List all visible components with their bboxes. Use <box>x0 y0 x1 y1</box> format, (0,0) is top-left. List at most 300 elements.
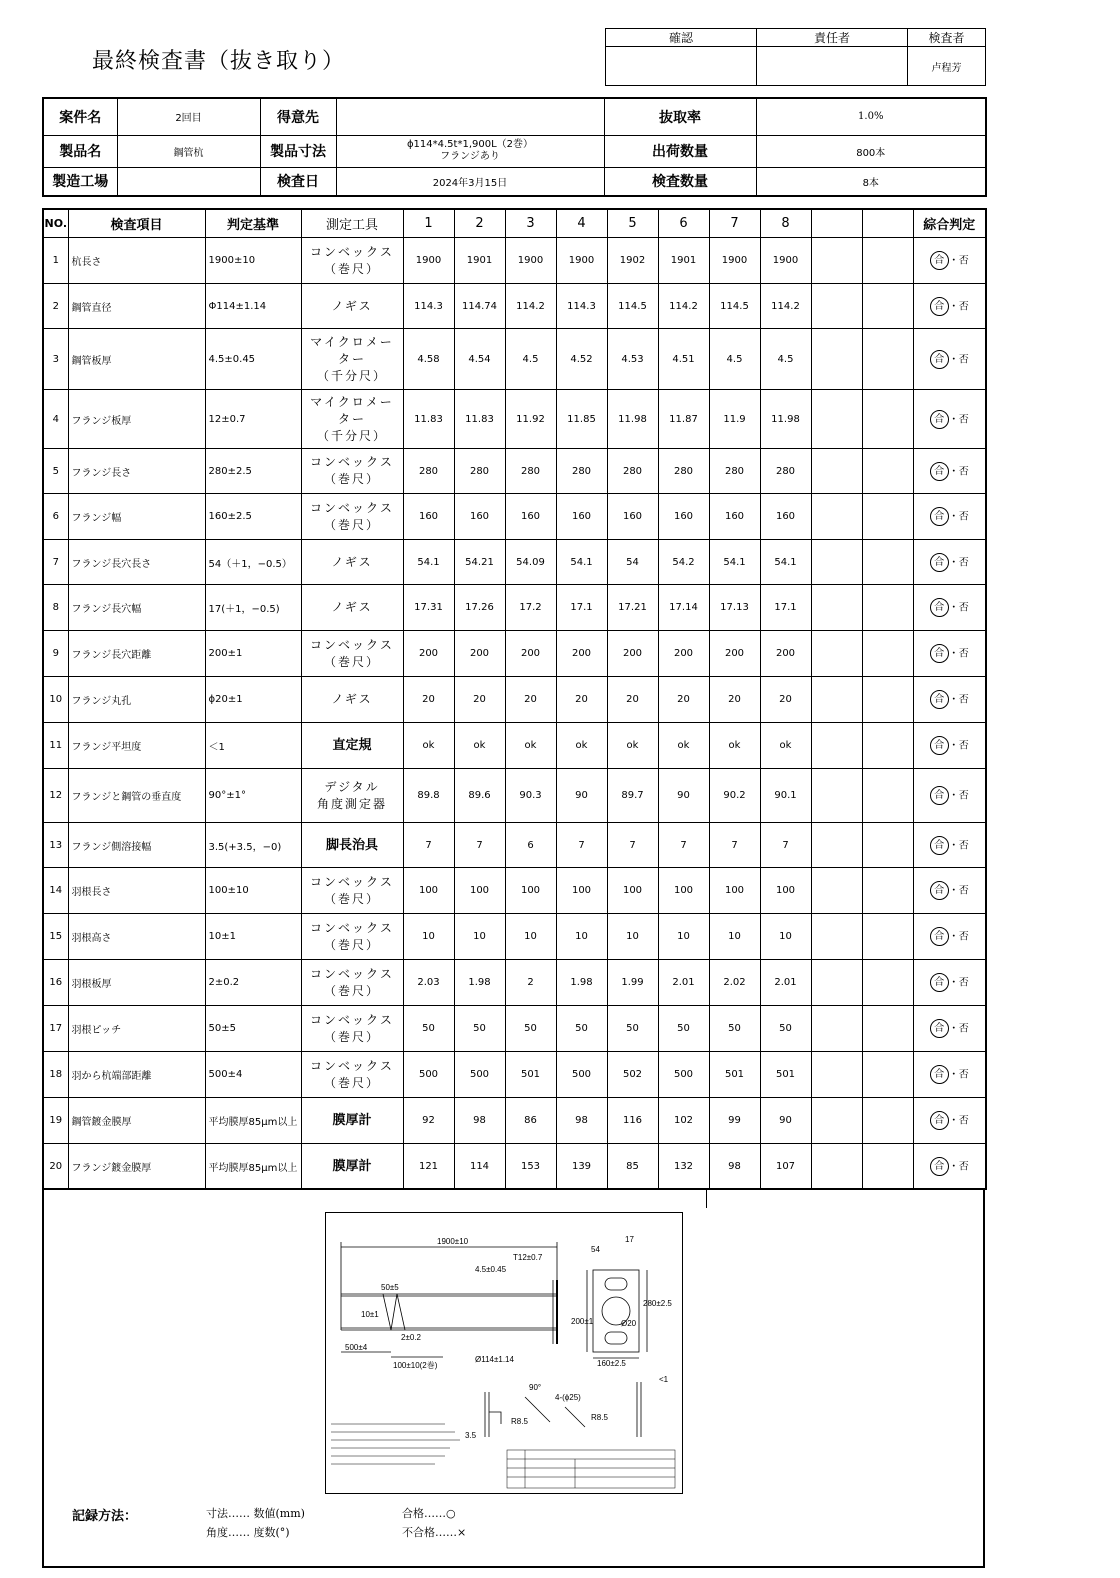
row-no: 19 <box>43 1098 68 1144</box>
table-row <box>43 868 986 914</box>
row-value: 100 <box>760 868 811 914</box>
row-value: 50 <box>505 1006 556 1052</box>
row-value: 139 <box>556 1144 607 1190</box>
row-value: 160 <box>454 494 505 540</box>
row-criteria: ＜1 <box>205 723 301 769</box>
row-tool-line: 膜厚計 <box>332 1113 372 1128</box>
row-criteria: 4.5±0.45 <box>205 329 301 390</box>
row-value: 200 <box>607 631 658 677</box>
row-criteria: 平均膜厚85μm以上 <box>205 1098 301 1144</box>
dim-length: 1900±10 <box>437 1237 469 1246</box>
row-value: 10 <box>556 914 607 960</box>
row-judge <box>913 1098 986 1144</box>
row-value: 114.3 <box>556 284 607 329</box>
row-value: 4.52 <box>556 329 607 390</box>
row-judge <box>913 585 986 631</box>
row-tool-line: 角度測定器 <box>316 796 387 811</box>
row-empty <box>811 823 862 868</box>
customer-value <box>336 98 604 135</box>
approval-manager-stamp <box>757 47 908 86</box>
row-tool-line: ター <box>337 411 366 426</box>
row-empty <box>811 868 862 914</box>
row-judge <box>913 390 986 449</box>
pass-circle-icon: 合 <box>930 1111 949 1130</box>
row-tool <box>301 238 403 284</box>
row-value: 1.99 <box>607 960 658 1006</box>
row-value: 500 <box>658 1052 709 1098</box>
row-value: 54.1 <box>556 540 607 585</box>
row-tool-line: ノギス <box>331 600 373 614</box>
row-criteria: 200±1 <box>205 631 301 677</box>
rate-value: 1.0% <box>756 98 986 135</box>
row-tool <box>301 449 403 494</box>
product-value: 鋼管杭 <box>117 135 260 167</box>
fail-label: ・否 <box>948 740 969 752</box>
header-col-2: 2 <box>454 209 505 238</box>
header-col-6: 6 <box>658 209 709 238</box>
row-value: 1900 <box>505 238 556 284</box>
row-item: 杭長さ <box>68 238 205 284</box>
row-value: ok <box>505 723 556 769</box>
row-value: 1901 <box>658 238 709 284</box>
row-judge <box>913 329 986 390</box>
row-tool <box>301 631 403 677</box>
row-tool-line: マイクロメー <box>310 334 394 349</box>
row-tool-line: コンベックス <box>310 637 394 652</box>
fail-label: ・否 <box>948 694 969 706</box>
row-value: 90.3 <box>505 769 556 823</box>
row-no: 9 <box>43 631 68 677</box>
row-item: 鋼管鍍金膜厚 <box>68 1098 205 1144</box>
row-criteria: 100±10 <box>205 868 301 914</box>
row-value: 160 <box>505 494 556 540</box>
row-empty <box>811 769 862 823</box>
fail-label: ・否 <box>948 354 969 365</box>
row-value: 1900 <box>760 238 811 284</box>
row-tool-line: コンベックス <box>310 1058 394 1073</box>
factory-label: 製造工場 <box>43 167 117 196</box>
ship-value: 800本 <box>756 135 986 167</box>
row-tool-line: ノギス <box>331 692 373 706</box>
row-criteria: 90°±1° <box>205 769 301 823</box>
table-row <box>43 329 986 390</box>
row-empty <box>811 449 862 494</box>
header-tool: 測定工具 <box>301 209 403 238</box>
row-value: 54.1 <box>709 540 760 585</box>
row-value: 20 <box>454 677 505 723</box>
row-item: フランジ長穴幅 <box>68 585 205 631</box>
row-value: 11.83 <box>454 390 505 449</box>
row-value: 121 <box>403 1144 454 1190</box>
row-value: 2.03 <box>403 960 454 1006</box>
case-label: 案件名 <box>43 98 117 135</box>
row-value: 500 <box>454 1052 505 1098</box>
dim-n4: 4-(ϕ25) <box>555 1393 581 1402</box>
row-item: 羽根高さ <box>68 914 205 960</box>
row-no: 1 <box>43 238 68 284</box>
row-value: 90 <box>760 1098 811 1144</box>
row-tool <box>301 585 403 631</box>
row-value: 10 <box>607 914 658 960</box>
row-criteria: ϕ20±1 <box>205 677 301 723</box>
row-value: 20 <box>403 677 454 723</box>
row-value: 50 <box>709 1006 760 1052</box>
row-empty <box>862 960 913 1006</box>
row-tool <box>301 284 403 329</box>
row-tool <box>301 494 403 540</box>
row-value: 280 <box>709 449 760 494</box>
row-item: 羽根ピッチ <box>68 1006 205 1052</box>
row-judge <box>913 677 986 723</box>
row-no: 2 <box>43 284 68 329</box>
row-tool-line: コンベックス <box>310 920 394 935</box>
row-judge <box>913 914 986 960</box>
row-value: 11.83 <box>403 390 454 449</box>
header-col-4: 4 <box>556 209 607 238</box>
row-empty <box>862 585 913 631</box>
row-value: 90 <box>658 769 709 823</box>
row-no: 4 <box>43 390 68 449</box>
row-no: 18 <box>43 1052 68 1098</box>
header-col-1: 1 <box>403 209 454 238</box>
row-tool <box>301 677 403 723</box>
row-value: 153 <box>505 1144 556 1190</box>
row-judge <box>913 960 986 1006</box>
row-value: 17.1 <box>556 585 607 631</box>
row-item: フランジ幅 <box>68 494 205 540</box>
pass-circle-icon: 合 <box>930 644 949 663</box>
dim-end-dist: 500±4 <box>345 1343 368 1352</box>
header-col-8: 8 <box>760 209 811 238</box>
approval-header-inspector: 検査者 <box>908 29 986 47</box>
fail-label: ・否 <box>948 466 969 477</box>
row-empty <box>811 1144 862 1190</box>
row-value: 20 <box>760 677 811 723</box>
size-value-line1: ϕ114*4.5t*1,900L（2巻） <box>406 139 534 150</box>
table-row <box>43 1098 986 1144</box>
row-judge <box>913 238 986 284</box>
row-empty <box>862 1144 913 1190</box>
row-value: 200 <box>403 631 454 677</box>
approval-header-confirm: 確認 <box>606 29 757 47</box>
row-value: 200 <box>760 631 811 677</box>
row-tool-line: コンベックス <box>310 455 394 469</box>
technical-drawing <box>325 1212 683 1494</box>
dim-slot-dist: 200±1 <box>571 1317 594 1326</box>
row-value: 502 <box>607 1052 658 1098</box>
row-criteria: 12±0.7 <box>205 390 301 449</box>
row-value: 10 <box>658 914 709 960</box>
row-no: 20 <box>43 1144 68 1190</box>
dim-hole: Ø20 <box>621 1319 637 1328</box>
row-judge <box>913 631 986 677</box>
product-label: 製品名 <box>43 135 117 167</box>
dim-r1: R8.5 <box>511 1417 528 1426</box>
row-no: 15 <box>43 914 68 960</box>
row-criteria: 1900±10 <box>205 238 301 284</box>
row-value: 1902 <box>607 238 658 284</box>
row-tool <box>301 723 403 769</box>
row-value: 1900 <box>403 238 454 284</box>
row-value: 1.98 <box>556 960 607 1006</box>
info-table <box>42 97 987 197</box>
row-tool-line: コンベックス <box>310 1012 394 1027</box>
table-row <box>43 1006 986 1052</box>
row-value: 50 <box>760 1006 811 1052</box>
record-fail: 不合格……× <box>402 1526 467 1539</box>
row-judge <box>913 284 986 329</box>
row-value: 10 <box>403 914 454 960</box>
row-judge <box>913 1052 986 1098</box>
row-item: フランジ丸孔 <box>68 677 205 723</box>
pass-circle-icon: 合 <box>930 350 949 369</box>
fail-label: ・否 <box>948 511 969 523</box>
row-tool-line: （巻尺） <box>323 983 380 998</box>
row-value: 280 <box>658 449 709 494</box>
row-value: 114.2 <box>505 284 556 329</box>
dim-slot-len: 54 <box>591 1245 600 1254</box>
row-empty <box>811 540 862 585</box>
row-tool-line: コンベックス <box>310 874 394 889</box>
row-no: 8 <box>43 585 68 631</box>
row-value: 7 <box>760 823 811 868</box>
row-empty <box>862 631 913 677</box>
table-row <box>43 823 986 868</box>
row-no: 12 <box>43 769 68 823</box>
row-value: 160 <box>709 494 760 540</box>
row-tool <box>301 1144 403 1190</box>
header-col-3: 3 <box>505 209 556 238</box>
row-criteria: 10±1 <box>205 914 301 960</box>
fail-label: ・否 <box>948 790 969 802</box>
row-tool-line: 脚長治具 <box>325 837 378 853</box>
row-value: 100 <box>607 868 658 914</box>
row-value: 20 <box>709 677 760 723</box>
row-value: 11.85 <box>556 390 607 449</box>
row-item: フランジ平坦度 <box>68 723 205 769</box>
row-tool-line: コンベックス <box>310 244 394 259</box>
row-criteria: 500±4 <box>205 1052 301 1098</box>
table-row <box>43 284 986 329</box>
row-value: 160 <box>556 494 607 540</box>
fail-label: ・否 <box>948 931 969 943</box>
row-tool-line: （巻尺） <box>323 1075 380 1090</box>
row-value: 501 <box>709 1052 760 1098</box>
row-value: 11.87 <box>658 390 709 449</box>
dim-weld: 3.5 <box>465 1431 477 1440</box>
row-value: 160 <box>658 494 709 540</box>
row-value: 2.01 <box>760 960 811 1006</box>
table-row <box>43 585 986 631</box>
approval-table <box>605 28 986 86</box>
size-value-line2: フランジあり <box>440 151 500 162</box>
record-pass: 合格……○ <box>402 1507 456 1520</box>
row-no: 3 <box>43 329 68 390</box>
pass-circle-icon: 合 <box>930 1019 949 1038</box>
row-empty <box>811 723 862 769</box>
row-item: 羽根板厚 <box>68 960 205 1006</box>
row-value: 17.13 <box>709 585 760 631</box>
row-empty <box>862 723 913 769</box>
row-judge <box>913 1144 986 1190</box>
row-tool <box>301 914 403 960</box>
row-empty <box>862 329 913 390</box>
row-value: 10 <box>505 914 556 960</box>
table-row <box>43 449 986 494</box>
row-item: 羽根長さ <box>68 868 205 914</box>
fail-label: ・否 <box>948 414 969 425</box>
row-empty <box>811 494 862 540</box>
row-tool <box>301 329 403 390</box>
row-value: 200 <box>454 631 505 677</box>
header-judge: 綜合判定 <box>913 209 986 238</box>
pass-circle-icon: 合 <box>930 1065 949 1084</box>
row-criteria: 3.5(+3.5，−0) <box>205 823 301 868</box>
row-value: 1.98 <box>454 960 505 1006</box>
row-empty <box>862 494 913 540</box>
row-value: ok <box>556 723 607 769</box>
case-value: 2回目 <box>117 98 260 135</box>
approval-inspector-name: 卢程芳 <box>908 47 986 86</box>
page-title: 最終検査書（抜き取り） <box>92 49 346 74</box>
row-item: 鋼管直径 <box>68 284 205 329</box>
row-value: 54.1 <box>760 540 811 585</box>
row-value: 11.98 <box>760 390 811 449</box>
row-value: 200 <box>505 631 556 677</box>
row-value: 17.14 <box>658 585 709 631</box>
dim-flange-t: T12±0.7 <box>513 1253 543 1262</box>
row-item: フランジと鋼管の垂直度 <box>68 769 205 823</box>
row-no: 5 <box>43 449 68 494</box>
row-judge <box>913 540 986 585</box>
row-tool <box>301 1052 403 1098</box>
fail-label: ・否 <box>948 1023 969 1035</box>
row-value: 100 <box>454 868 505 914</box>
inspect-value: 8本 <box>756 167 986 196</box>
row-value: 7 <box>556 823 607 868</box>
row-judge <box>913 449 986 494</box>
row-tool-line: （千分尺） <box>316 428 387 443</box>
customer-label: 得意先 <box>260 98 336 135</box>
row-value: 11.92 <box>505 390 556 449</box>
row-value: 90 <box>556 769 607 823</box>
table-row <box>43 723 986 769</box>
row-value: 160 <box>607 494 658 540</box>
row-value: 89.7 <box>607 769 658 823</box>
row-value: 280 <box>760 449 811 494</box>
table-row <box>43 631 986 677</box>
fail-label: ・否 <box>948 1069 969 1081</box>
dim-wing-t: 2±0.2 <box>401 1333 421 1342</box>
row-value: 4.51 <box>658 329 709 390</box>
row-no: 11 <box>43 723 68 769</box>
row-empty <box>811 284 862 329</box>
fail-label: ・否 <box>948 885 969 897</box>
row-value: 89.8 <box>403 769 454 823</box>
row-value: 2.01 <box>658 960 709 1006</box>
row-item: フランジ長穴距離 <box>68 631 205 677</box>
row-item: 鋼管板厚 <box>68 329 205 390</box>
pass-circle-icon: 合 <box>930 690 949 709</box>
row-value: 20 <box>607 677 658 723</box>
row-tool-line: マイクロメー <box>310 394 394 409</box>
row-value: ok <box>607 723 658 769</box>
row-empty <box>811 238 862 284</box>
row-value: 50 <box>454 1006 505 1052</box>
row-value: 11.9 <box>709 390 760 449</box>
row-value: 7 <box>658 823 709 868</box>
pass-circle-icon: 合 <box>930 251 949 270</box>
row-value: 99 <box>709 1098 760 1144</box>
pass-circle-icon: 合 <box>930 836 949 855</box>
dim-wing-h: 10±1 <box>361 1310 379 1319</box>
fail-label: ・否 <box>948 602 969 614</box>
row-tool-line: （巻尺） <box>323 1029 380 1044</box>
row-value: 98 <box>454 1098 505 1144</box>
row-tool <box>301 390 403 449</box>
table-row <box>43 960 986 1006</box>
row-tool <box>301 1006 403 1052</box>
row-value: ok <box>403 723 454 769</box>
row-value: 4.5 <box>709 329 760 390</box>
inspection-table <box>42 208 987 1190</box>
row-value: 102 <box>658 1098 709 1144</box>
row-tool-line: ター <box>337 351 366 366</box>
row-value: 50 <box>556 1006 607 1052</box>
row-empty <box>862 238 913 284</box>
row-value: ok <box>760 723 811 769</box>
row-empty <box>811 1052 862 1098</box>
fail-label: ・否 <box>948 840 969 851</box>
row-value: 114.5 <box>709 284 760 329</box>
row-value: 4.53 <box>607 329 658 390</box>
row-value: 4.54 <box>454 329 505 390</box>
row-tool <box>301 769 403 823</box>
header-no: NO. <box>43 209 68 238</box>
row-value: 7 <box>709 823 760 868</box>
row-empty <box>862 868 913 914</box>
row-value: ok <box>658 723 709 769</box>
row-tool-line: 直定規 <box>332 738 372 753</box>
row-value: 4.5 <box>505 329 556 390</box>
row-criteria: 50±5 <box>205 1006 301 1052</box>
row-value: 114.3 <box>403 284 454 329</box>
row-value: ok <box>709 723 760 769</box>
size-label: 製品寸法 <box>260 135 336 167</box>
row-empty <box>862 1006 913 1052</box>
row-tool-line: コンベックス <box>310 966 394 981</box>
pass-circle-icon: 合 <box>930 786 949 805</box>
pass-circle-icon: 合 <box>930 410 949 429</box>
row-tool-line: （巻尺） <box>323 937 380 952</box>
header-criteria: 判定基準 <box>205 209 301 238</box>
row-empty <box>862 823 913 868</box>
row-empty <box>862 1098 913 1144</box>
row-value: 54.1 <box>403 540 454 585</box>
row-value: 100 <box>658 868 709 914</box>
pass-circle-icon: 合 <box>930 598 949 617</box>
dim-flange-len: 280±2.5 <box>643 1299 672 1308</box>
pass-circle-icon: 合 <box>930 881 949 900</box>
rate-label: 抜取率 <box>604 98 756 135</box>
dim-flat: <1 <box>659 1375 669 1384</box>
row-tool-line: （巻尺） <box>323 891 380 906</box>
record-label: 記録方法： <box>72 1509 138 1524</box>
row-empty <box>862 769 913 823</box>
row-item: フランジ長穴長さ <box>68 540 205 585</box>
row-value: 200 <box>556 631 607 677</box>
row-value: 50 <box>658 1006 709 1052</box>
